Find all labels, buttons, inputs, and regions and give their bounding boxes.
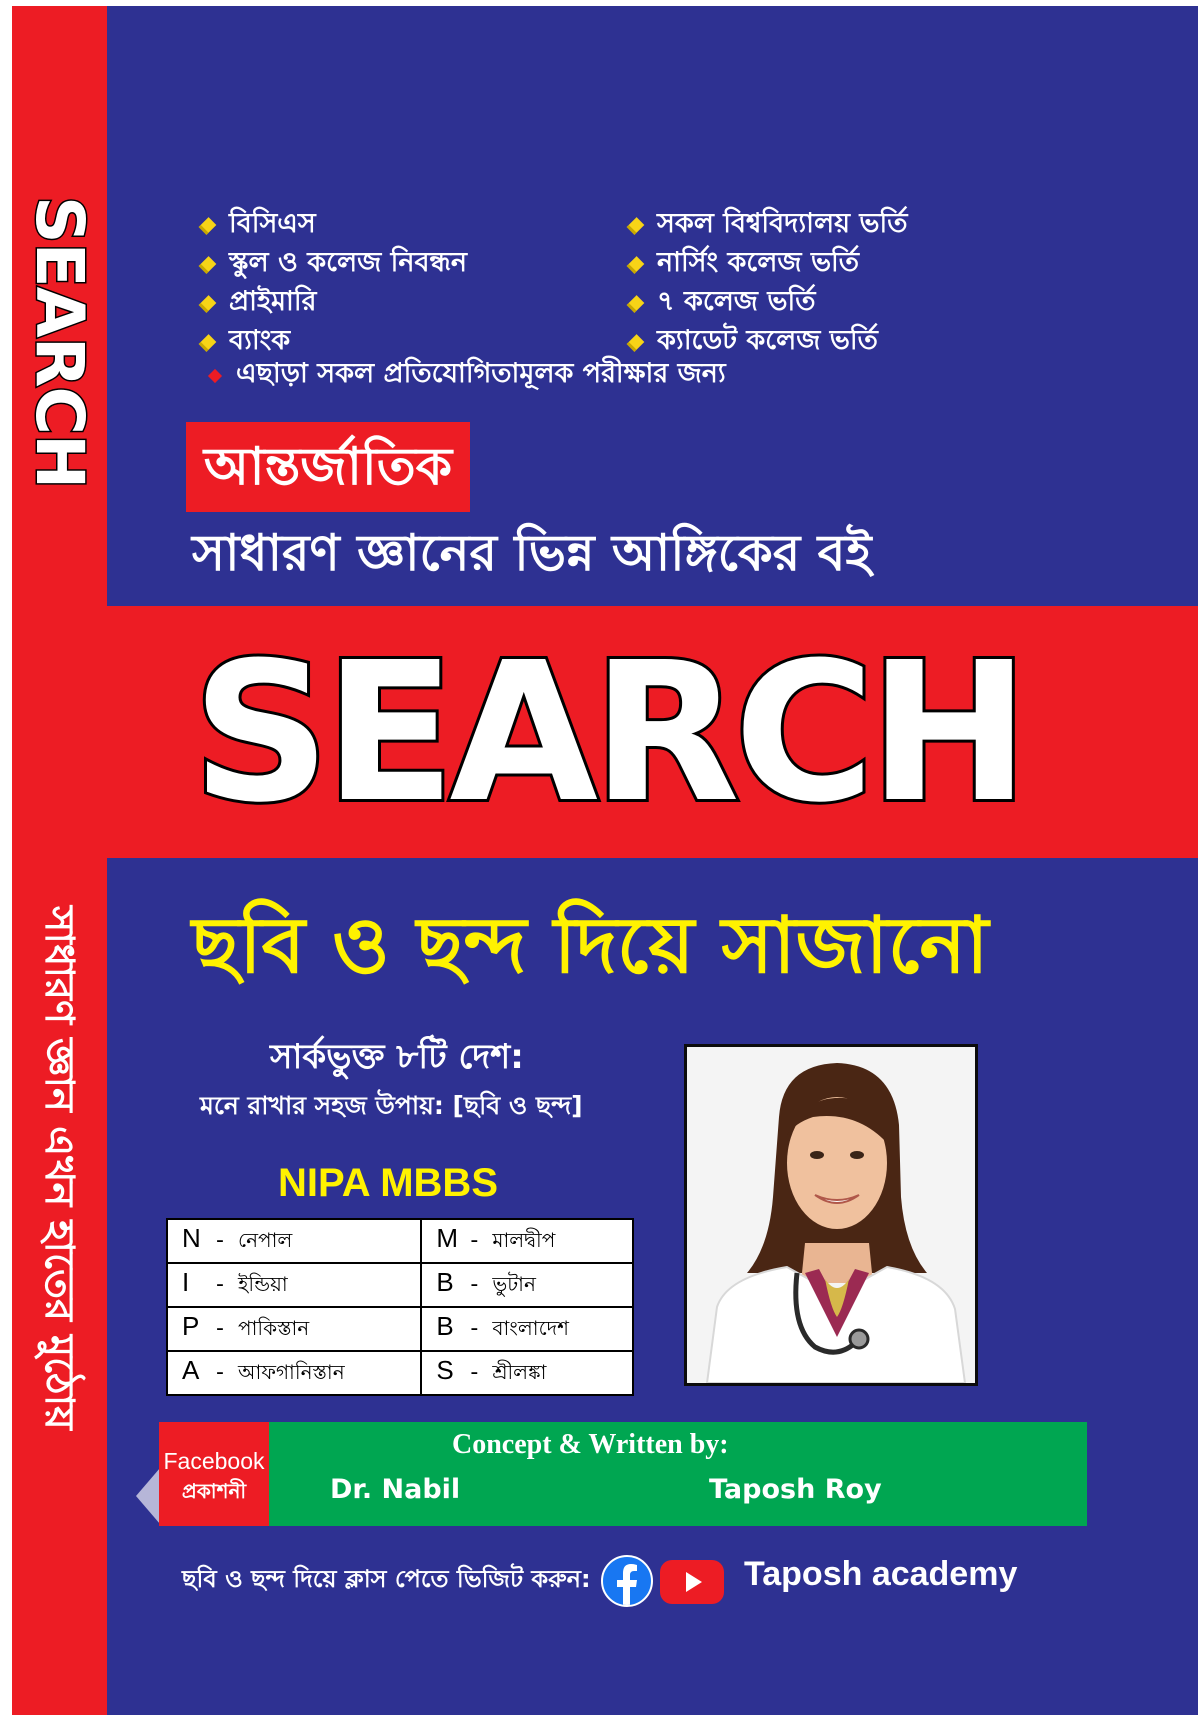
country-name: মালদ্বীপ — [492, 1228, 556, 1252]
spine — [12, 6, 107, 1715]
mnemonic-letter: M — [436, 1223, 459, 1253]
publisher-badge — [159, 1422, 269, 1526]
exam-label: স্কুল ও কলেজ নিবন্ধন — [229, 247, 468, 278]
exam-label: নার্সিং কলেজ ভর্তি — [657, 247, 860, 278]
table-cell: A - আফগানিস্তান — [167, 1351, 421, 1395]
exam-list-left — [202, 206, 467, 362]
book-cover — [12, 6, 1198, 1715]
diamond-bullet-icon — [627, 295, 645, 313]
table-cell: B - বাংলাদেশ — [421, 1307, 633, 1351]
academy-name: Taposh academy — [744, 1555, 1018, 1593]
country-name: পাকিস্তান — [238, 1316, 310, 1340]
exam-item — [210, 356, 726, 395]
mnemonic-letter: A — [182, 1355, 200, 1385]
publisher-name: Facebook — [163, 1448, 265, 1474]
diamond-bullet-icon — [627, 217, 645, 235]
author-name: Taposh Roy — [709, 1474, 882, 1505]
spine-subtitle: সাধারণ জ্ঞান এখন হাতের মুঠোয় — [36, 906, 82, 1430]
mnemonic-letter: S — [436, 1355, 454, 1385]
youtube-icon — [660, 1560, 724, 1604]
doctor-illustration — [687, 1047, 975, 1383]
diamond-bullet-icon — [627, 334, 645, 352]
table-cell: P - পাকিস্তান — [167, 1307, 421, 1351]
exam-list-right — [630, 206, 908, 362]
tagline: ছবি ও ছন্দ দিয়ে সাজানো — [192, 901, 989, 991]
diamond-bullet-icon — [199, 256, 217, 274]
table-row — [167, 1263, 633, 1307]
exam-extra-line — [210, 356, 726, 395]
table-cell: S - শ্রীলঙ্কা — [421, 1351, 633, 1395]
exam-extra-label: এছাড়া সকল প্রতিযোগিতামূলক পরীক্ষার জন্য — [236, 358, 726, 389]
table-row — [167, 1307, 633, 1351]
exam-label: সকল বিশ্ববিদ্যালয় ভর্তি — [657, 208, 908, 239]
publisher-subtitle: প্রকাশনী — [181, 1479, 247, 1503]
country-name: নেপাল — [238, 1228, 293, 1252]
exam-label: ৭ কলেজ ভর্তি — [657, 286, 816, 317]
exam-item — [202, 206, 467, 245]
diamond-bullet-icon — [208, 368, 222, 382]
exam-label: প্রাইমারি — [229, 286, 317, 317]
table-cell: B - ভুটান — [421, 1263, 633, 1307]
exam-item — [202, 245, 467, 284]
exam-item — [202, 284, 467, 323]
mnemonic-letter: B — [436, 1311, 454, 1341]
international-badge: আন্তর্জাতিক — [186, 422, 470, 512]
country-name: বাংলাদেশ — [492, 1316, 569, 1340]
book-subtitle: সাধারণ জ্ঞানের ভিন্ন আঙ্গিকের বই — [192, 524, 872, 582]
mnemonic-letter: B — [436, 1267, 454, 1297]
exam-label: ব্যাংক — [229, 325, 291, 356]
credits-heading: Concept & Written by: — [452, 1429, 729, 1460]
table-cell: N - নেপাল — [167, 1219, 421, 1263]
country-name: ইন্ডিয়া — [238, 1272, 288, 1296]
diamond-bullet-icon — [627, 256, 645, 274]
diamond-bullet-icon — [199, 295, 217, 313]
table-cell: M - মালদ্বীপ — [421, 1219, 633, 1263]
exam-item — [630, 245, 908, 284]
mnemonic-letter: P — [182, 1311, 200, 1341]
facebook-icon — [601, 1555, 653, 1607]
exam-item — [630, 284, 908, 323]
mnemonic-letter: N — [182, 1223, 201, 1253]
diamond-bullet-icon — [199, 217, 217, 235]
saarc-country-table — [166, 1218, 634, 1396]
table-row — [167, 1351, 633, 1395]
doctor-photo — [684, 1044, 978, 1386]
table-cell: I - ইন্ডিয়া — [167, 1263, 421, 1307]
saarc-tip: মনে রাখার সহজ উপায়: [ছবি ও ছন্দ] — [200, 1091, 583, 1120]
exam-label: বিসিএস — [229, 208, 316, 239]
arrow-icon — [136, 1468, 160, 1524]
author-name: Dr. Nabil — [330, 1474, 461, 1505]
exam-label: ক্যাডেট কলেজ ভর্তি — [657, 325, 878, 356]
diamond-bullet-icon — [199, 334, 217, 352]
saarc-heading: সার্কভুক্ত ৮টি দেশ: — [270, 1037, 524, 1077]
spine-title: SEARCH — [21, 196, 98, 489]
exam-item — [630, 206, 908, 245]
mnemonic: NIPA MBBS — [278, 1161, 498, 1205]
book-title: SEARCH — [192, 622, 1024, 845]
country-name: শ্রীলঙ্কা — [492, 1360, 547, 1384]
country-name: ভুটান — [492, 1272, 536, 1296]
country-name: আফগানিস্তান — [238, 1360, 345, 1384]
mnemonic-letter: I — [182, 1267, 190, 1297]
visit-text: ছবি ও ছন্দ দিয়ে ক্লাস পেতে ভিজিট করুন: — [182, 1565, 591, 1593]
table-row — [167, 1219, 633, 1263]
